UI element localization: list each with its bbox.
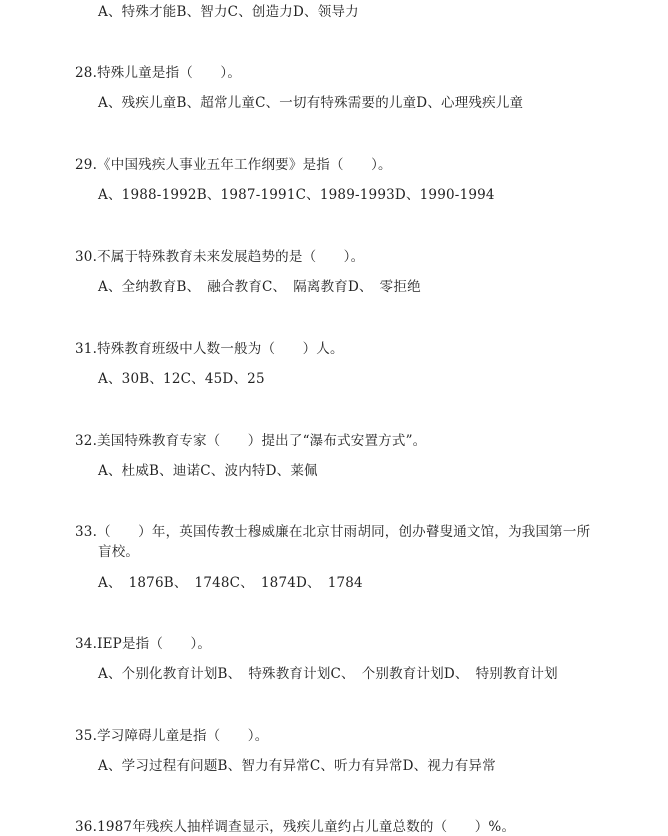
q30-question: 30.不属于特殊教育未来发展趋势的是（ ）。 [75, 249, 365, 265]
q29-options: A、1988-1992B、1987-1991C、1989-1993D、1990-1994 [98, 187, 495, 203]
q32-options: A、杜威B、迪诺C、波内特D、莱佩 [98, 463, 318, 479]
q31-question: 31.特殊教育班级中人数一般为（ ）人。 [75, 341, 344, 357]
q32-question: 32.美国特殊教育专家（ ）提出了“瀑布式安置方式”。 [75, 433, 427, 449]
q34-question: 34.IEP是指（ ）。 [75, 636, 212, 652]
q35-question: 35.学习障碍儿童是指（ ）。 [75, 728, 269, 744]
q30-options: A、全纳教育B、 融合教育C、 隔离教育D、 零拒绝 [98, 279, 421, 295]
q27-options: A、特殊才能B、智力C、创造力D、领导力 [98, 4, 359, 20]
q33-options: A、 1876B、 1748C、 1874D、 1784 [98, 575, 363, 591]
q34-options: A、个别化教育计划B、 特殊教育计划C、 个别教育计划D、 特别教育计划 [98, 666, 558, 682]
q28-options: A、残疾儿童B、超常儿童C、一切有特殊需要的儿童D、心理残疾儿童 [98, 95, 524, 111]
q36-question: 36.1987年残疾人抽样调查显示，残疾儿童约占儿童总数的（ ）%。 [75, 819, 516, 835]
q29-question: 29.《中国残疾人事业五年工作纲要》是指（ ）。 [75, 157, 392, 173]
q33-question: 33.（ ）年，英国传教士穆威廉在北京甘雨胡同，创办瞽叟通文馆，为我国第一所 [75, 524, 591, 540]
q33-question-continuation: 盲校。 [98, 544, 140, 560]
q31-options: A、30B、12C、45D、25 [98, 371, 265, 387]
q28-question: 28.特殊儿童是指（ ）。 [75, 65, 242, 81]
q35-options: A、学习过程有问题B、智力有异常C、听力有异常D、视力有异常 [98, 758, 496, 774]
